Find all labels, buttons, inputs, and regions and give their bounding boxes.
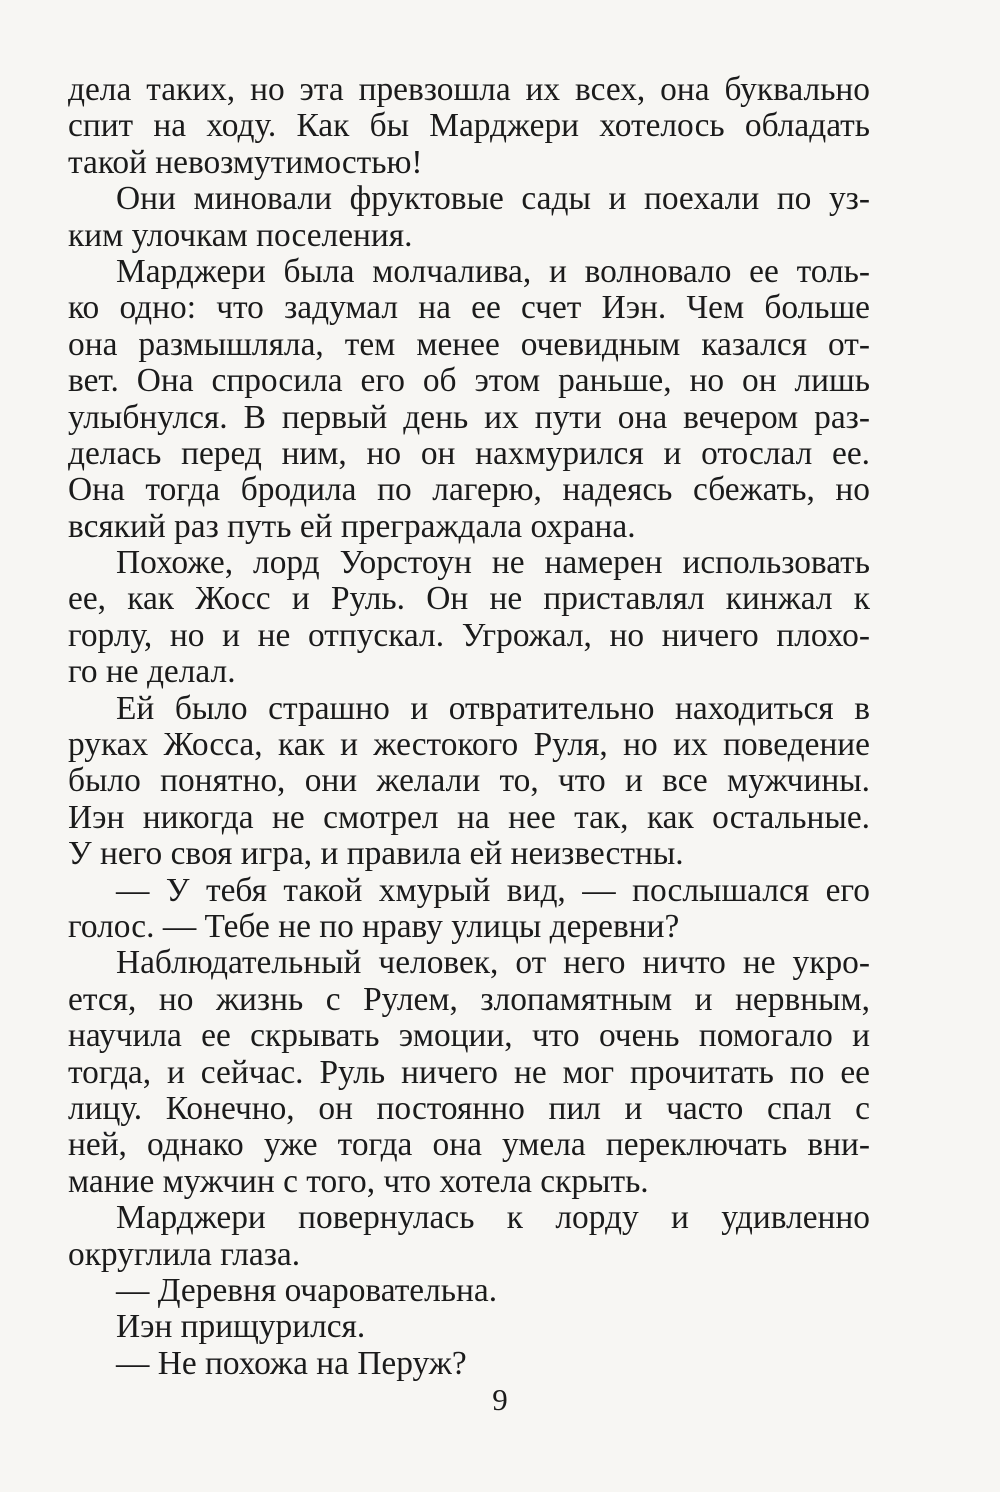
text-line: Они миновали фруктовые сады и поехали по уз- xyxy=(116,180,870,218)
text-line: голос. — Тебе не по нраву улицы деревни? xyxy=(68,907,680,945)
text-line: Наблюдательный человек, от него ничто не укро- xyxy=(116,944,870,982)
text-line: Марджери повернулась к лорду и удивленно xyxy=(116,1199,870,1237)
text-line: Иэн прищурился. xyxy=(116,1308,366,1346)
text-line: Марджери была молчалива, и волновало ее толь- xyxy=(116,252,870,290)
text-line: — Не похожа на Перуж? xyxy=(116,1344,467,1382)
text-line: тогда, и сейчас. Руль ничего не мог прочитать по ее xyxy=(68,1053,870,1091)
text-line: было понятно, они желали то, что и все мужчины. xyxy=(68,762,870,800)
text-line: горлу, но и не отпускал. Угрожал, но ничего плохо- xyxy=(68,616,870,654)
text-line: всякий раз путь ей преграждала охрана. xyxy=(68,507,636,545)
text-line: — У тебя такой хмурый вид, — послышался его xyxy=(116,871,870,909)
text-line: ней, однако уже тогда она умела переключать вни- xyxy=(68,1126,870,1164)
text-line: вет. Она спросила его об этом раньше, но он лишь xyxy=(68,362,870,400)
text-line: ким улочкам поселения. xyxy=(68,216,413,254)
text-line: такой невозмутимостью! xyxy=(68,143,423,181)
text-line: Похоже, лорд Уорстоун не намерен использовать xyxy=(116,544,870,582)
text-line: улыбнулся. В первый день их пути она вечером раз- xyxy=(68,398,870,436)
text-line: она размышляла, тем менее очевидным казался от- xyxy=(68,325,870,363)
text-line: — Деревня очаровательна. xyxy=(116,1271,498,1309)
text-line: го не делал. xyxy=(68,653,236,691)
text-line: дела таких, но эта превзошла их всех, она буквально xyxy=(68,71,870,108)
text-line: лицу. Конечно, он постоянно пил и часто спал с xyxy=(68,1089,870,1127)
text-line: руках Жосса, как и жестокого Руля, но их поведение xyxy=(68,726,870,764)
text-line: спит на ходу. Как бы Марджери хотелось обладать xyxy=(68,107,870,145)
text-line: делась перед ним, но он нахмурился и отослал ее. xyxy=(68,434,870,472)
text-line: ется, но жизнь с Рулем, злопамятным и нервным, xyxy=(68,980,870,1018)
text-line: ко одно: что задумал на ее счет Иэн. Чем больше xyxy=(68,289,870,327)
text-line: мание мужчин с того, что хотела скрыть. xyxy=(68,1162,649,1200)
text-line: ее, как Жосс и Руль. Он не приставлял кинжал к xyxy=(68,580,870,618)
text-line: Она тогда бродила по лагерю, надеясь сбежать, но xyxy=(68,471,870,509)
text-line: Иэн никогда не смотрел на нее так, как остальные. xyxy=(68,798,870,836)
body-text xyxy=(68,72,870,1382)
page-number: 9 xyxy=(492,1382,508,1417)
text-line: научила ее скрывать эмоции, что очень помогало и xyxy=(68,1017,870,1055)
text-line: округлила глаза. xyxy=(68,1235,301,1273)
text-line: У него своя игра, и правила ей неизвестны. xyxy=(68,835,684,873)
text-line: Ей было страшно и отвратительно находиться в xyxy=(116,689,870,727)
